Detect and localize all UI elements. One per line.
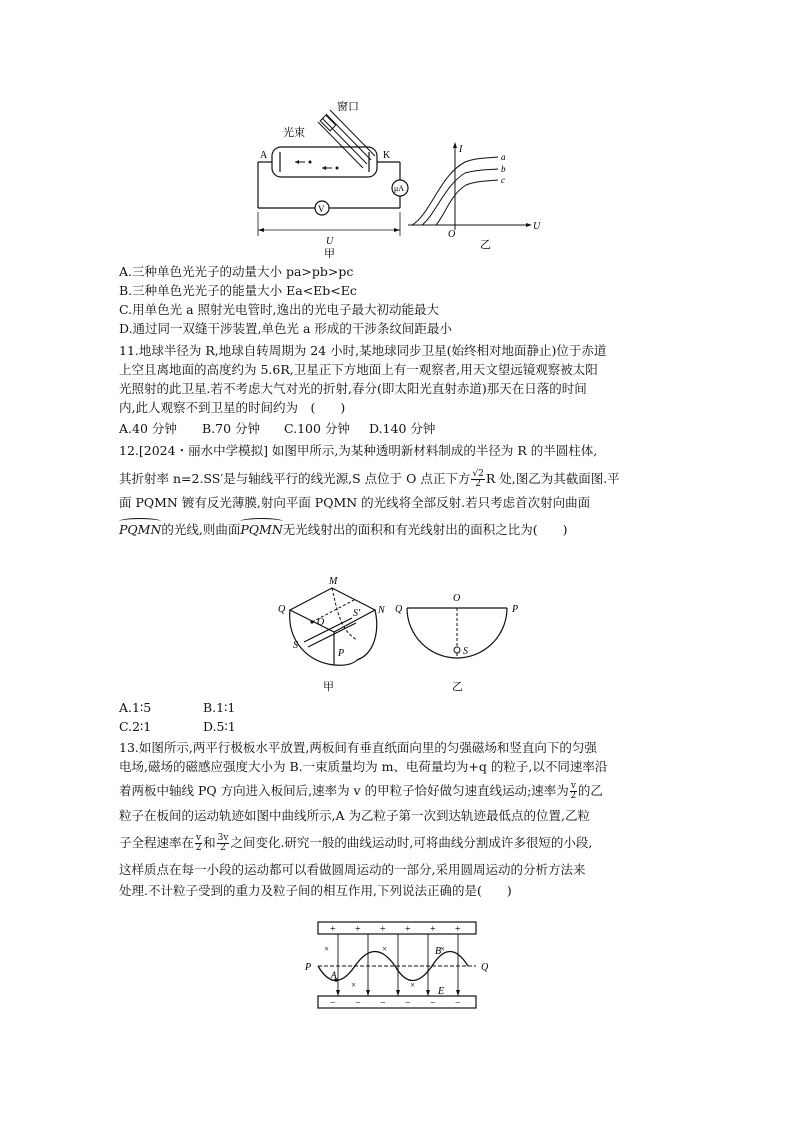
fig2-label-n: N (378, 605, 385, 616)
minus-sign-1: − (330, 998, 336, 1009)
q12-line-4a: 的光线,则曲面 (161, 522, 241, 537)
q13-fraction-3-num: 3v (217, 833, 229, 843)
fig2-label-s-prime: S′ (353, 608, 361, 619)
q12-line-3: 面 PQMN 镀有反光薄膜,射向平面 PQMN 的光线将全部反射.若只考虑首次射向曲面 (119, 495, 591, 510)
q11-line-1: 11.地球半径为 R,地球自转周期为 24 小时,某地球同步卫星(始终相对地面静止)位于赤道 (119, 343, 607, 358)
fig2-label-p: P (338, 648, 345, 659)
q12-option-d: D.5∶1 (203, 719, 236, 734)
q13-line-5b: 和 (203, 835, 216, 850)
photoelectric-svg (240, 100, 560, 260)
q11-option-c: C.100 分钟 (284, 421, 350, 436)
fig3-label-a: A (331, 970, 337, 980)
q11-line-2: 上空且离地面的高度约为 5.6R,卫星正下方地面上有一观察者,用天文望远镜观察被太阳 (119, 362, 598, 377)
fig2-yi-label-o: O (453, 593, 461, 604)
q13-fraction-1-num: v (570, 781, 576, 791)
q13-fraction-1-den: 2 (570, 791, 577, 801)
electrode-k-label: K (383, 150, 391, 161)
origin-label: O (448, 229, 456, 240)
q13-fraction-1 (570, 782, 577, 801)
minus-sign-6: − (455, 998, 461, 1009)
q12-fraction-den: 2 (475, 479, 481, 489)
fig2-yi-label-q: Q (395, 604, 403, 615)
q12-arc-1: PQMN (119, 522, 162, 537)
fig3-label-b: B (435, 946, 442, 957)
minus-sign-2: − (355, 998, 361, 1009)
fig2-label-s: S (293, 640, 298, 651)
curve-a-label: a (501, 152, 506, 162)
b-field-cross-5: × (410, 980, 416, 990)
q13-fraction-2 (195, 834, 202, 853)
half-cylinder-figure (262, 570, 522, 696)
q11-line-4: 内,此人观察不到卫星的时间约为 ( ) (119, 400, 346, 415)
q11-option-b: B.70 分钟 (202, 421, 261, 436)
q12-line-2b: R 处,图乙为其截面图.平 (485, 471, 620, 486)
minus-sign-3: − (380, 998, 386, 1009)
q12-option-a: A.1∶5 (119, 700, 152, 715)
q11-line-3: 光照射的此卫星.若不考虑大气对光的折射,春分(即太阳光直射赤道)那天在日落的时间 (119, 381, 587, 396)
q13-line-3b: 的乙 (577, 783, 603, 798)
q13-line-3 (119, 782, 603, 801)
half-cylinder-svg (262, 570, 522, 696)
caption-yi-1: 乙 (480, 239, 491, 251)
minus-sign-4: − (405, 998, 411, 1009)
q12-options-row-1 (119, 700, 235, 716)
q13-line-1: 13.如图所示,两平行极板水平放置,两板间有垂直纸面向里的匀强磁场和竖直向下的匀强 (119, 740, 597, 755)
voltmeter-label: V (318, 204, 325, 214)
q11-option-a: A.40 分钟 (119, 421, 177, 436)
q13-line-5c: 之间变化.研究一般的曲线运动时,可将曲线分割成许多很短的小段, (230, 835, 593, 850)
q12-line-4 (119, 522, 568, 538)
q10-option-c: C.用单色光 a 照射光电管时,逸出的光电子最大初动能最大 (119, 302, 439, 317)
caption-jia-2: 甲 (323, 681, 334, 693)
ammeter-label: μA (394, 184, 405, 193)
q13-line-6: 这样质点在每一小段的运动都可以看做圆周运动的一部分,采用圆周运动的分析方法来 (119, 862, 586, 877)
q12-line-2a: 其折射率 n=2.SS′是与轴线平行的线光源,S 点位于 O 点正下方 (119, 471, 471, 486)
fig2-label-m: M (329, 576, 338, 587)
q12-option-c: C.2∶1 (119, 719, 152, 734)
b-field-cross-3: × (440, 944, 446, 954)
fig3-label-e: E (438, 986, 445, 997)
curve-b-label: b (501, 164, 506, 174)
electrode-a-label: A (260, 150, 268, 161)
q13-line-5a: 子全程速率在 (119, 835, 195, 850)
b-field-cross-4: × (351, 980, 357, 990)
plus-sign-3: + (380, 924, 386, 935)
q12-line-2 (119, 470, 620, 489)
plus-sign-1: + (330, 924, 336, 935)
q13-line-4: 粒子在板间的运动轨迹如图中曲线所示,A 为乙粒子第一次到达轨迹最低点的位置,乙粒 (119, 808, 590, 823)
curve-c-label: c (501, 175, 505, 185)
parallel-plates-figure (300, 920, 500, 1012)
q13-line-3a: 着两板中轴线 PQ 方向进入板间后,速率为 v 的甲粒子恰好做匀速直线运动;速率为 (119, 783, 569, 798)
q12-fraction-num: √2 (472, 469, 484, 479)
q13-fraction-2-num: v (196, 833, 202, 843)
plus-sign-4: + (405, 924, 411, 935)
q12-fraction (471, 470, 484, 489)
q11-options (119, 421, 435, 437)
beam-label: 光束 (283, 127, 305, 139)
plus-sign-5: + (430, 924, 436, 935)
q13-fraction-2-den: 2 (195, 843, 202, 853)
fig2-yi-label-p: P (512, 604, 519, 615)
q11-option-d: D.140 分钟 (369, 421, 436, 436)
caption-yi-2: 乙 (452, 681, 463, 693)
minus-sign-5: − (430, 998, 436, 1009)
q13-line-2: 电场,磁场的磁感应强度大小为 B.一束质量均为 m、电荷量均为+q 的粒子,以不同速率沿 (119, 759, 608, 774)
photoelectric-figure (240, 100, 560, 260)
q13-fraction-3-den: 2 (220, 843, 226, 853)
fig3-label-q: Q (481, 962, 489, 973)
q10-option-b: B.三种单色光光子的能量大小 Ea<Eb<Ec (119, 283, 357, 298)
fig2-label-q: Q (278, 604, 286, 615)
q12-line-1: 12.[2024・丽水中学模拟] 如图甲所示,为某种透明新材料制成的半径为 R 的半圆柱体, (119, 443, 598, 458)
fig2-label-o: O (317, 617, 325, 628)
q12-option-b: B.1∶1 (203, 700, 236, 715)
b-field-cross-2: × (382, 944, 388, 954)
caption-jia-1: 甲 (324, 248, 335, 260)
window-label: 窗口 (337, 101, 359, 113)
q12-line-4b: 无光线射出的面积和有光线射出的面积之比为( ) (282, 522, 568, 537)
q10-option-d: D.通过同一双缝干涉装置,单色光 a 形成的干涉条纹间距最小 (119, 321, 452, 336)
plus-sign-6: + (455, 924, 461, 935)
fig2-yi-label-s: S (463, 646, 468, 657)
q12-arc-2: PQMN (240, 522, 283, 537)
q13-line-7: 处理.不计粒子受到的重力及粒子间的相互作用,下列说法正确的是( ) (119, 883, 512, 898)
voltage-label: U (326, 236, 334, 247)
q13-line-5 (119, 834, 592, 853)
axis-i-label: I (459, 144, 463, 155)
fig3-label-p: P (305, 962, 312, 973)
parallel-plates-svg (300, 920, 500, 1012)
plus-sign-2: + (355, 924, 361, 935)
q10-option-a: A.三种单色光光子的动量大小 pa>pb>pc (119, 264, 354, 279)
q13-fraction-3 (217, 834, 230, 853)
q12-options-row-2 (119, 719, 236, 735)
b-field-cross-1: × (324, 944, 330, 954)
axis-u-label: U (533, 221, 541, 232)
